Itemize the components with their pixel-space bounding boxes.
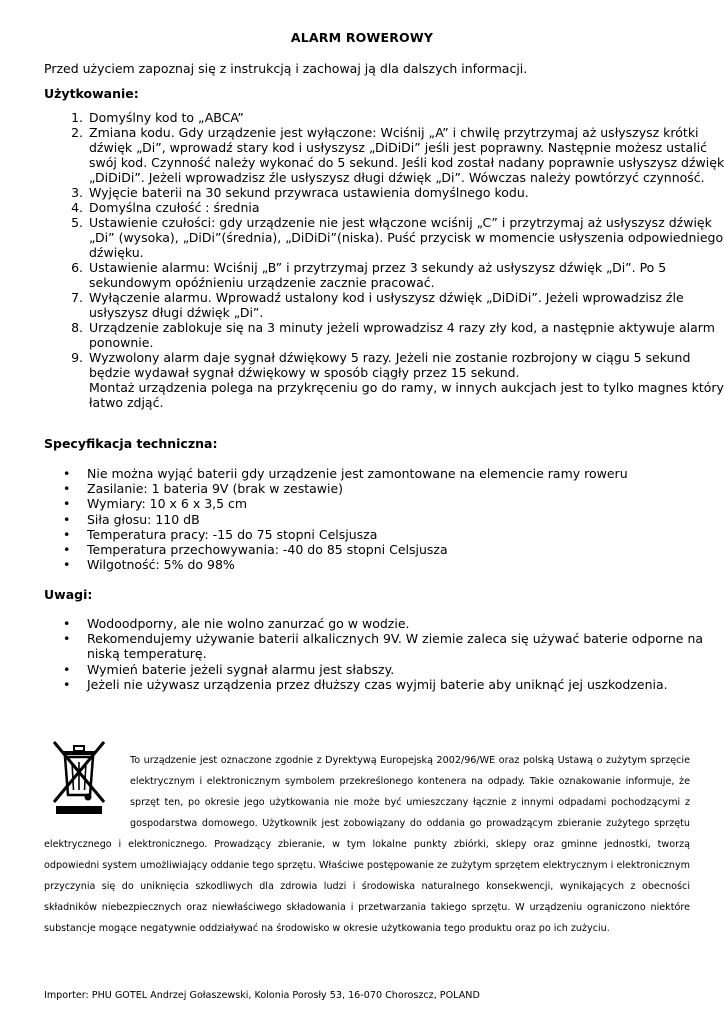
intro-text: Przed użyciem zapoznaj się z instrukcją i zachowaj ją dla dalszych informacji. [44,61,528,76]
list-item: • Wodoodporny, ale nie wolno zanurzać go w wodzie. [87,616,724,631]
list-item: 4. Domyślna czułość : średnia [87,200,724,215]
list-item: • Siła głosu: 110 dB [87,512,724,527]
importer-footer: Importer: PHU GOTEL Andrzej Gołaszewski, Kolonia Porosły 53, 16-070 Choroszcz, POLAND [44,990,480,1001]
usage-list [44,110,724,410]
list-item: • Wilgotność: 5% do 98% [87,557,724,572]
list-item: 5. Ustawienie czułości: gdy urządzenie nie jest włączone wciśnij „C” i przytrzymaj aż usłyszysz dźwięk „Di” (wysoka), „DiDi”(średnia), „DiDiDi”(niska). Puść przycisk w momencie usłyszenia odpowiedniego dźwięku. [87,215,724,260]
weee-disposal-notice [44,750,690,939]
icon-spacer [44,750,130,834]
list-item: • Jeżeli nie używasz urządzenia przez dłuższy czas wyjmij baterie aby uniknąć jej uszkodzenia. [87,677,724,692]
list-item: 7. Wyłączenie alarmu. Wprowadź ustalony kod i usłyszysz dźwięk „DiDiDi”. Jeżeli wprowadzisz źle usłyszysz długi dźwięk „Di”. [87,290,724,320]
spec-heading: Specyfikacja techniczna: [44,436,218,451]
weee-notice-text: To urządzenie jest oznaczone zgodnie z Dyrektywą Europejską 2002/96/WE oraz polską Ustawą o zużytym sprzęcie elektrycznym i elektronicznym symbolem przekreślonego kontenera na odpady. Takie oznakowanie informuje, że sprzęt ten, po okresie jego użytkowania nie może być umieszczany łącznie z innymi odpadami pochodzącymi z gospodarstwa domowego. Użytkownik jest zobowiązany do oddania go prowadzącym zbieranie zużytego sprzętu elektrycznego i elektronicznego. Prowadzący zbieranie, w tym lokalne punkty zbiórki, sklepy oraz gminne jednostki, tworzą odpowiedni system umożliwiający oddanie tego sprzętu. Właściwe postępowanie ze zużytym sprzętem elektrycznym i elektronicznym przyczynia się do uniknięcia szkodliwych dla zdrowia ludzi i środowiska naturalnego konsekwencji, wynikających z obecności składników niebezpiecznych oraz niewłaściwego składowania i przetwarzania takiego sprzętu. W urządzeniu ograniczono niektóre substancje mogące negatywnie oddziaływać na środowisko w okresie użytkowania tego produktu oraz po ich zużyciu. [44,755,690,934]
document-title: ALARM ROWEROWY [290,30,434,45]
list-item: • Temperatura przechowywania: -40 do 85 stopni Celsjusza [87,542,724,557]
usage-heading: Użytkowanie: [44,86,139,101]
list-item [87,350,724,410]
list-item: • Wymiary: 10 x 6 x 3,5 cm [87,496,724,511]
list-item: 6. Ustawienie alarmu: Wciśnij „B” i przytrzymaj przez 3 sekundy aż usłyszysz dźwięk „Di”. Po 5 sekundowym opóźnieniu urządzenie zacznie pracować. [87,260,724,290]
list-item-text: Wyzwolony alarm daje sygnał dźwiękowy 5 razy. Jeżeli nie zostanie rozbrojony w ciągu 5 sekund będzie wydawał sygnał dźwiękowy w sposób ciągły przez 15 sekund. [89,350,691,380]
notes-list [44,616,724,692]
list-item: 3. Wyjęcie baterii na 30 sekund przywraca ustawienia domyślnego kodu. [87,185,724,200]
list-item: 2. Zmiana kodu. Gdy urządzenie jest wyłączone: Wciśnij „A” i chwilę przytrzymaj aż usłyszysz krótki dźwięk „Di”, wprowadź stary kod i usłyszysz „DiDiDi” jeśli jest poprawny. Następnie możesz ustalić swój kod. Czynność należy wykonać do 5 sekund. Jeśli kod został nadany poprawnie usłyszysz dźwięk „DiDiDi”. Jeżeli wprowadzisz źle usłyszysz długi dźwięk „Di”. Wówczas należy powtórzyć czynność. [87,125,724,185]
notes-heading: Uwagi: [44,587,93,602]
mount-note: Montaż urządzenia polega na przykręceniu go do ramy, w innych aukcjach jest to tylko magnes który łatwo zdjąć. [89,380,724,410]
list-item: • Nie można wyjąć baterii gdy urządzenie jest zamontowane na elemencie ramy roweru [87,466,724,481]
spec-list [44,466,724,572]
list-item: • Wymień baterie jeżeli sygnał alarmu jest słabszy. [87,662,724,677]
list-item: • Zasilanie: 1 bateria 9V (brak w zestawie) [87,481,724,496]
list-item: 1. Domyślny kod to „ABCA” [87,110,724,125]
list-item: 8. Urządzenie zablokuje się na 3 minuty jeżeli wprowadzisz 4 razy zły kod, a następnie aktywuje alarm ponownie. [87,320,724,350]
list-item: • Temperatura pracy: -15 do 75 stopni Celsjusza [87,527,724,542]
list-item: • Rekomendujemy używanie baterii alkalicznych 9V. W ziemie zaleca się używać baterie odporne na niską temperaturę. [87,631,724,661]
